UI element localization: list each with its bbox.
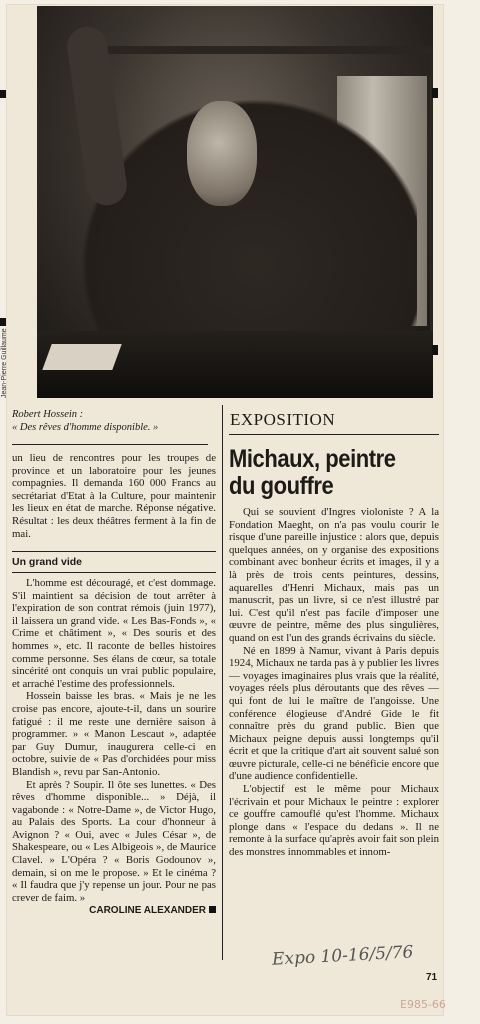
right-paragraph-2: Né en 1899 à Namur, vivant à Paris depuis 1924, Michaux ne tarda pas à y publier les livres — voyages imaginaires plus vrais que la réalité, voyages réels plus déroutants que des rêves — qui font de lui le maître de l'angoisse. Une conférence élogieuse d'André Gide le fit connaître près du grand public. Bien que Michaux peigne depuis aussi longtemps qu'il écrit et que la critique d'art ait souvent salué son œuvre picturale, celle-ci ne bénéficie encore que d'une audience confidentielle. [229,644,439,783]
subhead: Un grand vide [12,556,83,568]
left-column [12,452,216,540]
headline: Michaux, peintre du gouffre [229,445,396,500]
catalog-stamp: E985-66 [400,998,446,1011]
right-paragraph-1: Qui se souvient d'Ingres violoniste ? A la Fondation Maeght, on n'a pas voulu courir le risque d'une pareille injustice : alors que, depuis quelques années, on y organise des expositions combinant avec bonheur écrits et images, il y a là près de trois cents peintures, dessins, aquarelles d'Henri Michaux, mais pas un manuscrit, pas un livre, si ce n'est illustré par lui. C'est qu'il n'est pas facile d'imposer une œuvre de peintre, même des plus singulières, quand on est l'un des grands écrivains du siècle. [229,506,439,644]
portrait-photo [37,6,433,398]
left-paragraph-2: Hossein baisse les bras. « Mais je ne les croise pas encore, ajoute-t-il, dans un sourire fatigué : il me reste une dernière saison à programmer. » « Manon Lescaut », adaptée par Guy Dumur, inaugurera celle-ci en octobre, suivie de « Pas d'orchidées pour miss Blandish », revu par San-Antonio. [12,690,216,778]
right-column [229,506,439,859]
left-intro: un lieu de rencontres pour les troupes de province et un laboratoire pour les jeunes compagnies. Il demanda 160 000 Francs au secrétariat d'Etat à la Culture, pour maintenir les lieux en état de marche. Réponse négative. Résultat : les deux théâtres ferment à la fin de mai. [12,452,216,540]
byline: CAROLINE ALEXANDER [89,905,206,917]
photo-caption [12,408,208,434]
left-paragraph-3: Et après ? Soupir. Il ôte ses lunettes. « Des rêves d'homme disponible... » Déjà, il vagabonde : « Notre-Dame », de Victor Hugo, au Palais des Sports. La cour d'honneur à Avignon ? « Oui, avec « Jules César », de Shakespeare, ou « Les Albigeois », de Maurice Clavel. » L'Opéra ? « Boris Godounov », demain, si on me le propose. » Et le cinéma ? « Il faudra que j'y repense un jour. Pour ne pas crever de faim. » [12,778,216,904]
photo-credit: Jean-Pierre Guillaume [1,328,8,398]
caption-name: Robert Hossein : [12,409,84,420]
right-paragraph-3: L'objectif est le même pour Michaux l'écrivain et pour Michaux le peintre : explorer ce gouffre camouflé qu'est l'homme. Michaux plonge dans « l'espace du dedans ». Il ne remonte à la surface qu'après avoir fait son plein des monstres innommables et innom- [229,783,439,859]
handwritten-note: Expo 10-16/5/76 [271,942,414,970]
margin-mark [432,345,438,355]
caption-quote: « Des rêves d'homme disponible. » [12,422,159,433]
subhead-rule-bottom [12,572,216,573]
left-paragraph-1: L'homme est découragé, et c'est dommage. S'il maintient sa décision de tout arrêter à l'expiration de son contrat rémois (juin 1977), il laissera un grand vide. « Les Bas-Fonds », « Crime et châtiment », « Des souris et des hommes », etc. Il raconte de belles histoires comme personne. Ses élans de cœur, sa totale sincérité ont conquis un vrai public populaire, et arraché l'estime des professionnels. [12,577,216,690]
page-number: 71 [426,972,438,983]
column-divider [222,405,223,960]
margin-mark [432,88,438,98]
left-column-paragraphs [12,577,216,918]
section-label: EXPOSITION [230,410,336,429]
end-mark [209,906,216,913]
section-rule [229,434,439,435]
margin-mark [0,90,6,98]
caption-rule [12,444,208,445]
left-column-body [12,556,216,569]
margin-mark [0,318,6,326]
subhead-rule [12,551,216,552]
